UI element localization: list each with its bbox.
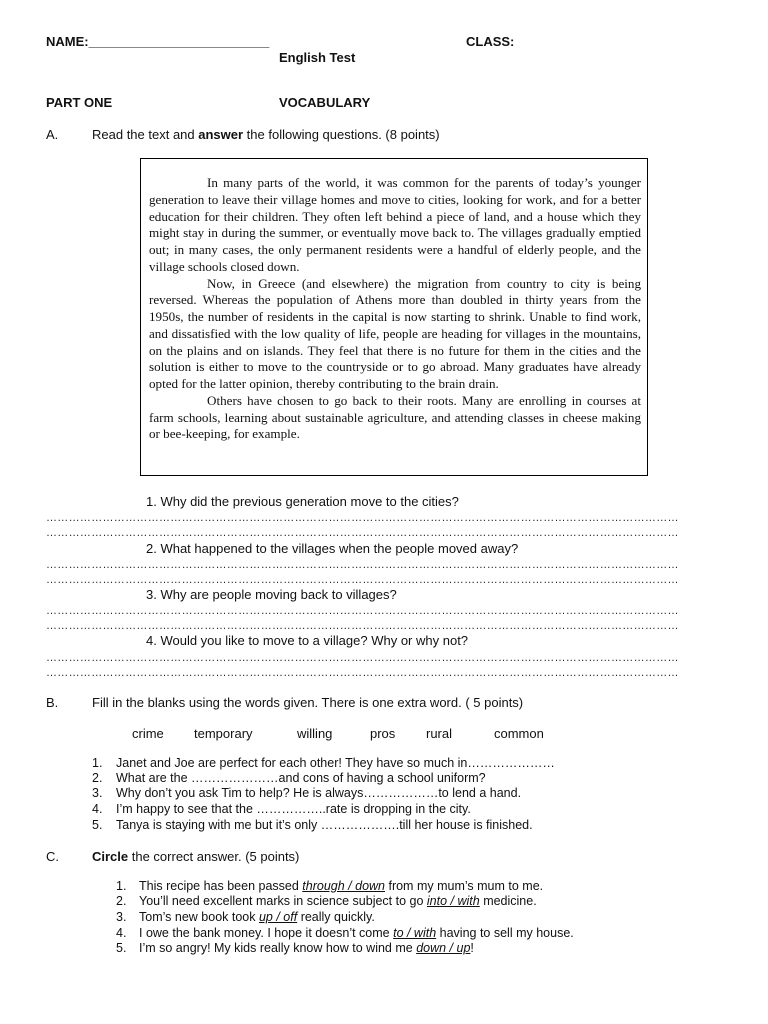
answer-line[interactable]: …………………………………………………………………………………………………………………………………………………… [46,559,679,571]
question-4: 4. Would you like to move to a village? Why or why not? [146,633,469,648]
part-heading: VOCABULARY [279,95,371,110]
item-number: 3. [92,786,103,800]
fill-blank-item: Tanya is staying with me but it’s only ……………….till her house is finished. [116,818,533,832]
answer-line[interactable]: …………………………………………………………………………………………………………………………………………………… [46,527,679,539]
part-label: PART ONE [46,95,113,110]
test-title: English Test [279,50,356,65]
fill-blank-item: Janet and Joe are perfect for each other! They have so much in………………… [116,756,555,770]
section-c-letter: C. [46,849,59,864]
item-number: 3. [116,910,127,924]
name-blank-line[interactable]: _________________________ [88,34,270,49]
question-2: 2. What happened to the villages when the people moved away? [146,541,519,556]
question-3: 3. Why are people moving back to villages? [146,587,397,602]
answer-choice[interactable]: to / with [393,926,437,940]
section-b-letter: B. [46,695,59,710]
section-a-instruction: Read the text and answer the following questions. (8 points) [92,127,440,142]
fill-blank-item: I’m happy to see that the ……………..rate is dropping in the city. [116,802,471,816]
answer-line[interactable]: …………………………………………………………………………………………………………………………………………………… [46,667,679,679]
passage-paragraph: Now, in Greece (and elsewhere) the migration from country to city is being reversed. Whereas the population of Athens more than doubled in thirty years from the 1950s, the number of residents in the capital is now starting to shrink. Unable to find work, and dissatisfied with the low quality of life, people are heading for villages in the mountains, on the plains and on islands. They feel that there is no future for them in the cities and the solution is either to move to the countryside or to go abroad. Many graduates have already opted for the latter opinion, thereby contributing to the brain drain. [149,275,641,391]
circle-answer-item: You’ll need excellent marks in science subject to go into / with medicine. [139,894,537,908]
circle-answer-item: I’m so angry! My kids really know how to wind me down / up! [139,941,474,955]
circle-answer-item: This recipe has been passed through / down from my mum’s mum to me. [139,879,544,893]
answer-line[interactable]: …………………………………………………………………………………………………………………………………………………… [46,512,679,524]
answer-choice[interactable]: into / with [426,894,480,908]
fill-blank-item: Why don’t you ask Tim to help? He is always………………to lend a hand. [116,786,522,800]
answer-choice[interactable]: through / down [302,879,385,893]
circle-answer-item: Tom’s new book took up / off really quickly. [139,910,375,924]
item-number: 4. [92,802,103,816]
item-number: 5. [116,941,127,955]
word-bank-item: crime [132,726,164,741]
item-number: 4. [116,926,127,940]
answer-line[interactable]: …………………………………………………………………………………………………………………………………………………… [46,605,679,617]
item-number: 1. [116,879,127,893]
word-bank-item: rural [426,726,453,741]
question-1: 1. Why did the previous generation move to the cities? [146,494,459,509]
answer-line[interactable]: …………………………………………………………………………………………………………………………………………………… [46,620,679,632]
item-number: 2. [116,894,127,908]
passage-paragraph: Others have chosen to go back to their roots. Many are enrolling in courses at farm schools, learning about sustainable agriculture, and attending classes in cheese making or bee-keeping, for example. [149,392,641,442]
name-label: NAME:_________________________ [46,34,270,49]
item-number: 5. [92,818,103,832]
section-b-instruction: Fill in the blanks using the words given. There is one extra word. ( 5 points) [92,695,524,710]
circle-answer-item: I owe the bank money. I hope it doesn’t come to / with having to sell my house. [139,926,574,940]
section-c-instruction: Circle the correct answer. (5 points) [92,849,300,864]
word-bank-item: common [494,726,544,741]
section-a-letter: A. [46,127,59,142]
class-label: CLASS: [466,34,515,49]
item-number: 2. [92,771,103,785]
reading-passage-box [140,158,648,476]
fill-blank-item: What are the …………………and cons of having a school uniform? [116,771,486,785]
word-bank-item: willing [297,726,333,741]
item-number: 1. [92,756,103,770]
answer-line[interactable]: …………………………………………………………………………………………………………………………………………………… [46,652,679,664]
answer-choice[interactable]: down / up [416,941,471,955]
answer-line[interactable]: …………………………………………………………………………………………………………………………………………………… [46,574,679,586]
answer-choice[interactable]: up / off [258,910,298,924]
passage-paragraph: In many parts of the world, it was common for the parents of today’s younger generation to leave their village homes and move to cities, looking for work, and for a better education for their children. They often left behind a piece of land, and a house which they might stay in during the summer, or eventually move back to. The villages gradually emptied out; in many cases, the only permanent residents were a handful of elderly people, and the village schools closed down. [149,175,641,274]
word-bank-item: pros [370,726,396,741]
word-bank-item: temporary [194,726,253,741]
